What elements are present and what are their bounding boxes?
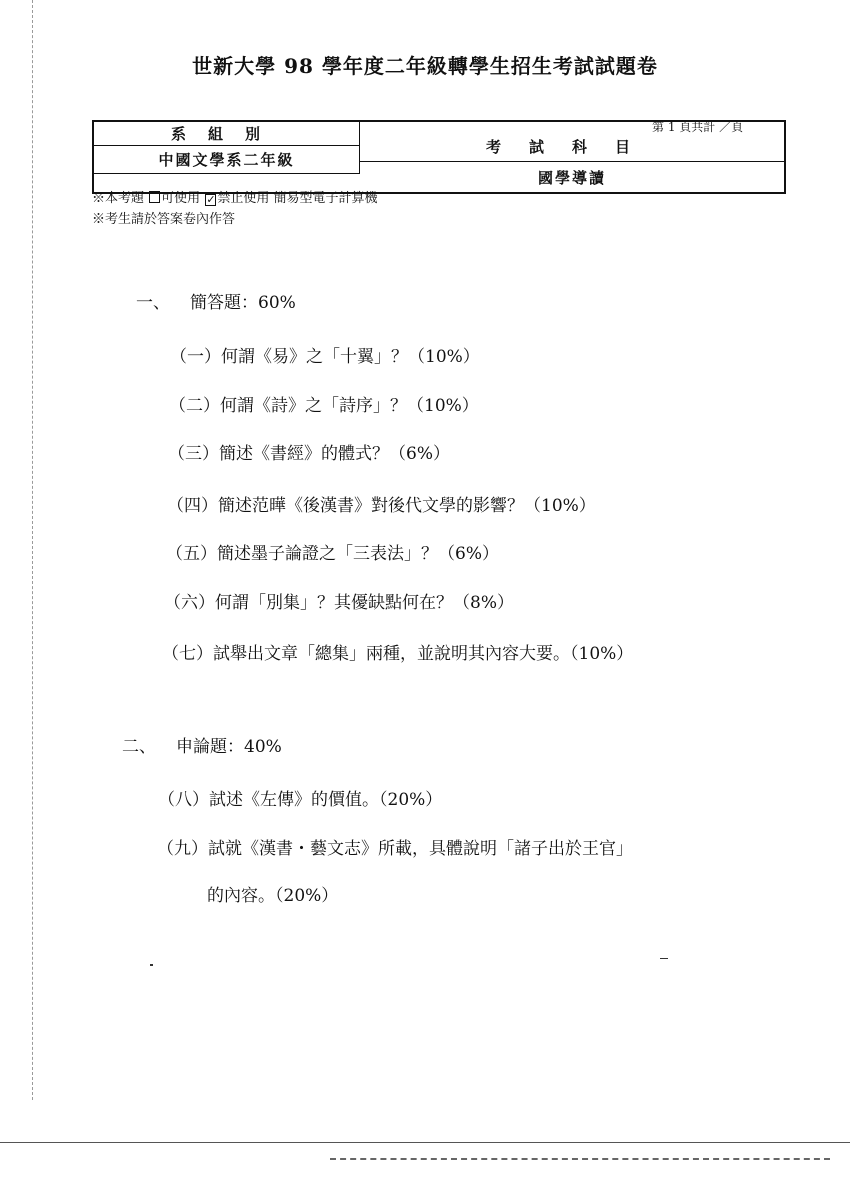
question-3: （三）簡述《書經》的體式？（6%） (168, 444, 450, 464)
question-4: （四）簡述范曄《後漢書》對後代文學的影響？（10%） (167, 496, 596, 516)
question-9-continued: 的內容。（20%） (207, 886, 339, 906)
question-1: （一）何謂《易》之「十翼」？（10%） (170, 347, 480, 367)
subject-value: 國學導讀 (537, 168, 606, 187)
section-essay (122, 732, 282, 757)
section-short-answer (136, 288, 296, 313)
page-number: 第 1 頁共計 ／頁 (652, 120, 744, 134)
forbidden-label: 禁止使用 (217, 191, 270, 206)
subject-header: 考試科目 (360, 132, 784, 162)
question-7: （七）試舉出文章「總集」兩種，並說明其內容大要。（10%） (162, 644, 634, 664)
scan-bottom-dashes (330, 1158, 830, 1160)
scan-bottom-edge (0, 1142, 850, 1143)
section-number: 二、 (122, 737, 156, 757)
question-9: （九）試就《漢書・藝文志》所載，具體說明「諸子出於王官」 (157, 839, 633, 859)
calculator-note-suffix: 簡易型電子計算機 (273, 191, 378, 206)
scan-speck (660, 958, 668, 959)
question-5: （五）簡述墨子論證之「三表法」？（6%） (166, 544, 499, 564)
department-header: 系組別 (94, 122, 360, 146)
scan-left-edge (32, 0, 33, 1100)
check-mark-icon: ✓ (206, 193, 216, 206)
question-8: （八）試述《左傳》的價值。（20%） (158, 790, 443, 810)
section-title: 申論題：40% (176, 737, 282, 757)
exam-title: 世新大學 98 學年度二年級轉學生招生考試試題卷 (192, 54, 658, 78)
department-value: 中國文學系二年級 (94, 146, 360, 174)
question-2: （二）何謂《詩》之「詩序」？（10%） (169, 396, 479, 416)
forbidden-checkbox-icon (205, 194, 216, 206)
calculator-note-prefix: ※本考題 (92, 191, 145, 206)
allowed-checkbox-icon (149, 191, 160, 203)
scan-speck (150, 964, 153, 966)
section-title: 簡答題：60% (190, 293, 296, 313)
calculator-note (92, 187, 377, 206)
exam-info-table (92, 120, 786, 194)
answer-sheet-note: ※考生請於答案卷內作答 (92, 212, 236, 227)
allowed-label: 可使用 (161, 191, 201, 206)
section-number: 一、 (136, 293, 170, 313)
question-6: （六）何謂「別集」？其優缺點何在？（8%） (164, 593, 514, 613)
